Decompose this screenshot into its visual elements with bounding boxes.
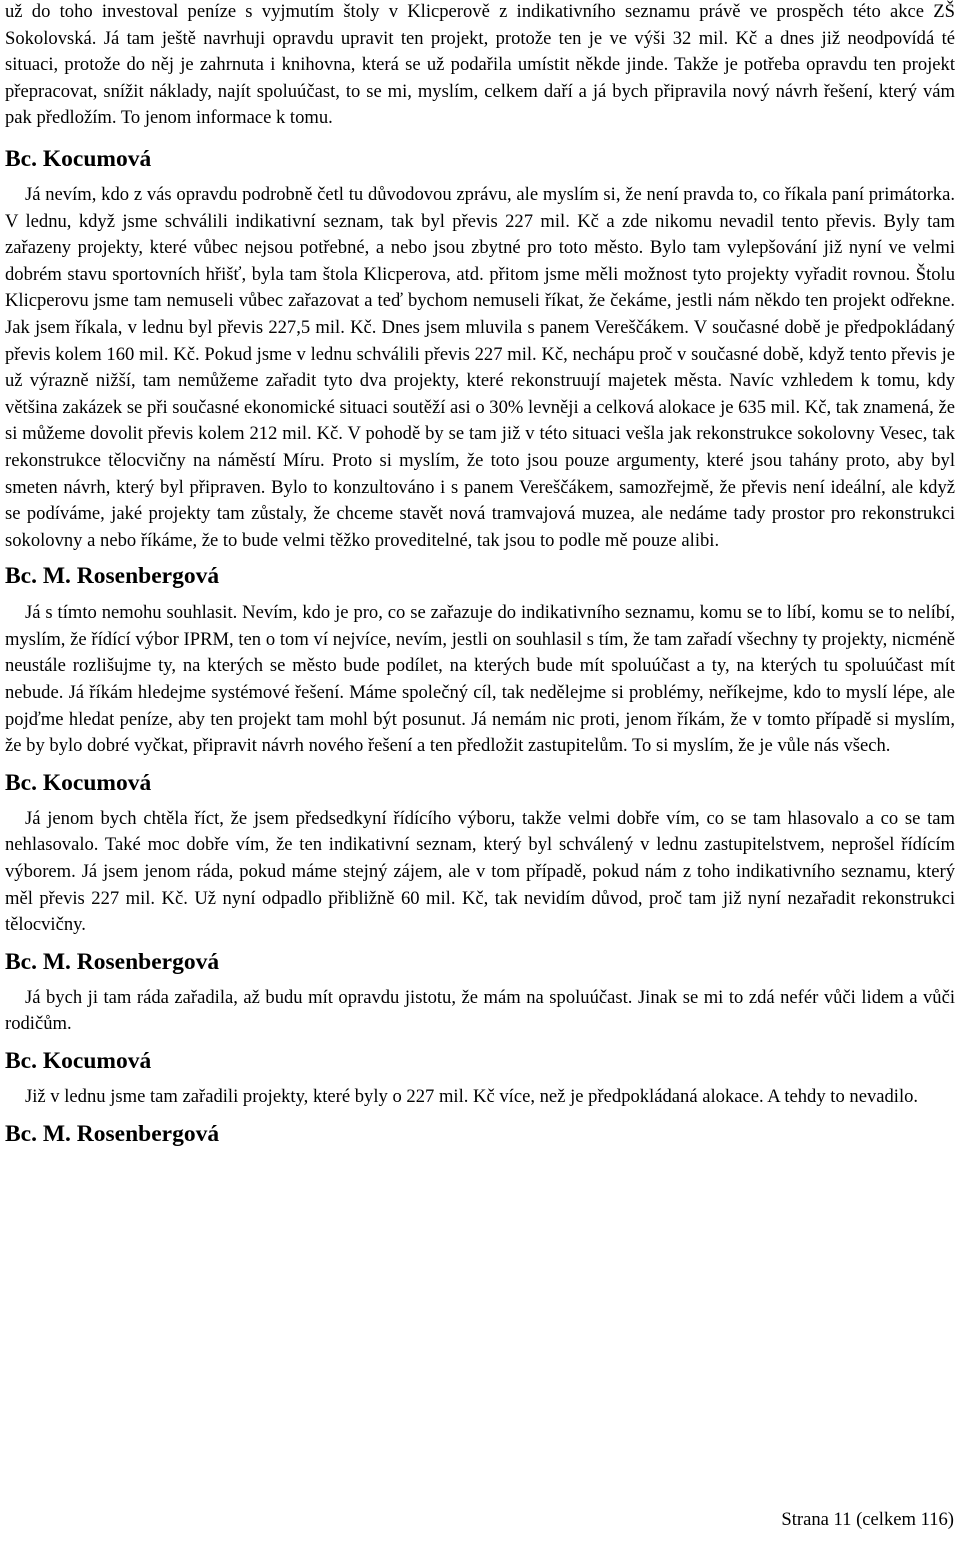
paragraph: Já nevím, kdo z vás opravdu podrobně četl tu důvodovou zprávu, ale myslím si, že není pravda to, co říkala paní primátorka. V lednu, když jsme schválili indikativní seznam, tak byl převis 227 mil. Kč a zde nikomu nevadil tento převis. Byly tam zařazeny projekty, které vůbec nejsou potřebné, a nebo jsou zbytné pro toto město. Bylo tam vylepšování již nyní ve velmi dobrém stavu sportovních hřišť, byla tam štola Klicperova, atd. přitom jsme měli možnost tyto projekty vyřadit rovnou. Štolu Klicperovu jsme tam nemuseli vůbec zařazovat a teď bychom nemuseli říkat, že čekáme, jestli nám někdo ten projekt odřekne. Jak jsem říkala, v lednu byl převis 227,5 mil. Kč. Dnes jsem mluvila s panem Vereščákem. V současné době je předpokládaný převis kolem 160 mil. Kč. Pokud jsme v lednu schválili převis 227 mil. Kč, nechápu proč v současné době, když tento převis je už výrazně nižší, tam nemůžeme zařadit tyto dva projekty, které rekonstruují majetek města. Navíc vzhledem k tomu, kdy většina zakázek se při současné ekonomické situaci soutěží asi o 30% levněji a celková alokace je 635 mil. Kč, tak znamená, že si můžeme dovolit převis kolem 212 mil. Kč. V pohodě by se tam již v této situaci vešla jak rekonstrukce sokolovny Vesec, tak rekonstrukce tělocvičny na náměstí Míru. Proto si myslím, že toto jsou pouze argumenty, které jsou tahány proto, aby byl smeten návrh, který byl připraven. Bylo to konzultováno i s panem Vereščákem, samozřejmě, že převis není ideální, ale když se podíváme, jaké projekty tam zůstaly, že chceme stavět nová tramvajová muzea, ale nedáme tady prostor pro rekonstrukci sokolovny a nebo říkáme, že to bude velmi těžko proveditelné, tak jsou to podle mě pouze alibi.: [5, 183, 955, 551]
document-page: [5, 0, 955, 1149]
speaker-name: Bc. Kocumová: [5, 145, 152, 172]
paragraph: Já bych ji tam ráda zařadila, až budu mít opravdu jistotu, že mám na spoluúčast. Jinak se mi to zdá nefér vůči lidem a vůči rodičům.: [5, 986, 955, 1035]
page-number-footer: Strana 11 (celkem 116): [781, 1509, 954, 1530]
paragraph: už do toho investoval peníze s vyjmutím štoly v Klicperově z indikativního seznamu právě ve prospěch této akce ZŠ Sokolovská. Já tam ještě navrhuji opravdu upravit ten projekt, protože ten je ve výši 32 mil. Kč a dnes již neodpovídá té situaci, protože do něj je zahrnuta i knihovna, která se už podařila umístit někde jinde. Takže je potřeba opravdu ten projekt přepracovat, snížit náklady, najít spoluúčast, to se mi, myslím, celkem daří a já bych připravila nový návrh řešení, který vám pak předložím. To jenom informace k tomu.: [5, 1, 955, 129]
paragraph: Já jenom bych chtěla říct, že jsem předsedkyní řídícího výboru, takže velmi dobře vím, co se tam hlasovalo a co se tam nehlasovalo. Také moc dobře vím, že ten indikativní seznam, který byl schválený v lednu zastupitelstvem, neprošel řídícím výborem. Já jsem jenom ráda, pokud máme stejný zájem, ale v tom případě, pokud nám z toho indikativního seznamu, který měl převis 227 mil. Kč. Už nyní odpadlo přibližně 60 mil. Kč, tak nevidím důvod, proč tam již nyní nezařadit rekonstrukci tělocvičny.: [5, 807, 955, 936]
paragraph: Již v lednu jsme tam zařadili projekty, které byly o 227 mil. Kč více, než je předpokládaná alokace. A tehdy to nevadilo.: [25, 1086, 919, 1107]
speaker-name: Bc. M. Rosenbergová: [5, 948, 220, 975]
speaker-name: Bc. Kocumová: [5, 1048, 152, 1074]
speaker-name: Bc. M. Rosenbergová: [5, 1120, 220, 1147]
speaker-name: Bc. M. Rosenbergová: [5, 563, 220, 590]
paragraph: Já s tímto nemohu souhlasit. Nevím, kdo je pro, co se zařazuje do indikativního seznamu, komu se to líbí, komu se to nelíbí, myslím, že řídící výbor IPRM, ten o tom ví nejvíce, nevím, jestli on souhlasil s tím, že tam zařadí všechny ty projekty, nicméně neustále rozlišujme ty, na kterých se město bude podílet, na kterých bude mít spoluúčast a ty, na kterých tu spoluúčast mít nebude. Já říkám hledejme systémové řešení. Máme společný cíl, tak nedělejme si problémy, neříkejme, kdo to myslí lépe, ale pojďme hledat peníze, aby ten projekt tam mohl být posunut. Já nemám nic proti, jenom říkám, že v tomto případě si myslím, že by bylo dobré vyčkat, připravit návrh nového řešení a ten předložit zastupitelům. To si myslím, že je vůle nás všech.: [5, 602, 955, 757]
speaker-name: Bc. Kocumová: [5, 769, 152, 796]
